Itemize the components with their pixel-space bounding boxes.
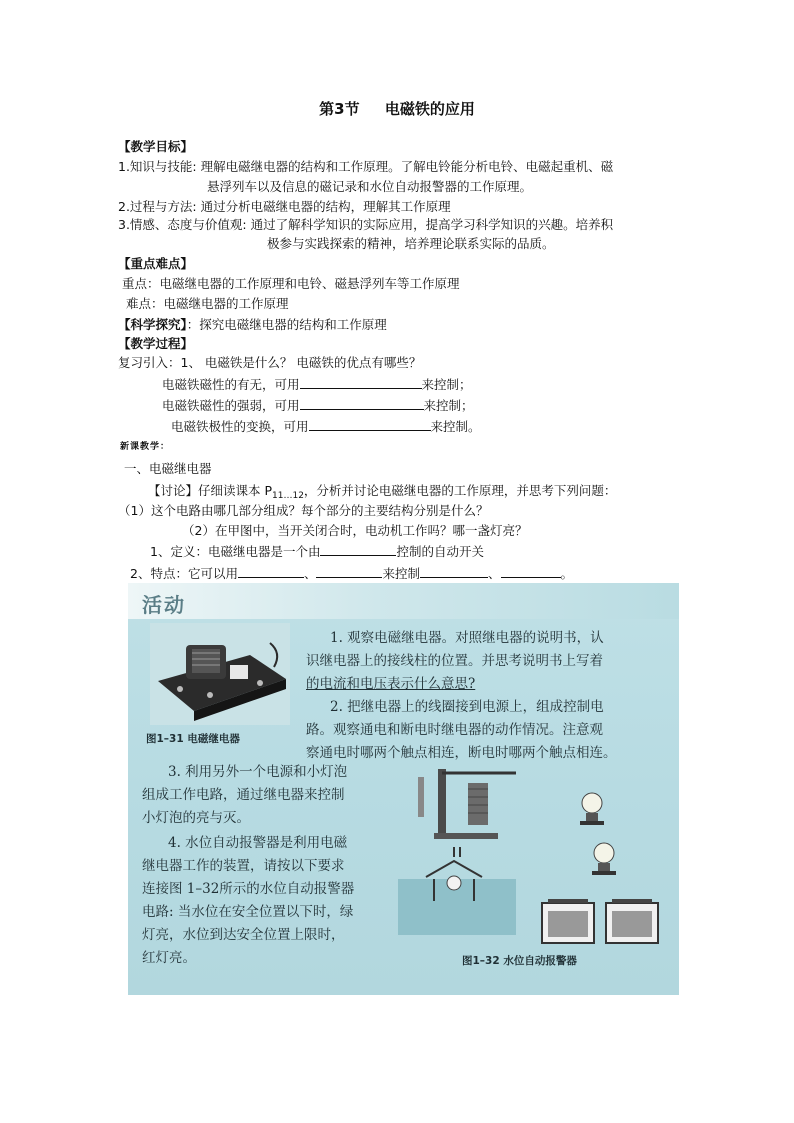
goals-heading: 【教学目标】 bbox=[118, 139, 194, 154]
part1-heading: 一、电磁继电器 bbox=[124, 461, 212, 476]
goal-knowledge-1: 1.知识与技能: 理解电磁继电器的结构和工作原理。了解电铃能分析电铃、电磁起重机、磁 bbox=[118, 159, 614, 174]
answer-blank[interactable] bbox=[309, 418, 431, 431]
discussion-line: 【讨论】仔细读课本 $P_{11\dots 12}$，分析并讨论电磁继电器的工作原理，并思考下列问题： bbox=[148, 483, 617, 501]
figure-1-32-caption: 图1–32 水位自动报警器 bbox=[462, 955, 577, 967]
activity-steps-1-2: 1. 观察电磁继电器。对照继电器的说明书，认 识继电器上的接线柱的位置。并思考说明书上写着 的电流和电压表示什么意思? 2. 把继电器上的线圈接到电源上，组成控制电 路。观察通电和断电时继电器的动作情况。注意观 察通电时哪两个触点相连，断电时哪两个触点相连。 bbox=[306, 630, 617, 761]
relay-photo bbox=[150, 623, 290, 725]
relay-icon bbox=[418, 769, 516, 839]
water-alarm-diagram bbox=[398, 751, 674, 951]
focus-text: 重点：电磁继电器的工作原理和电铃、磁悬浮列车等工作原理 bbox=[122, 276, 460, 291]
review-fill-2: 电磁铁磁性的强弱，可用 来控制； bbox=[162, 398, 474, 413]
difficulty-text: 难点：电磁继电器的工作原理 bbox=[126, 296, 289, 311]
features-line: 2、特点：它可以用 、 来控制 、 。 bbox=[130, 566, 574, 581]
goal-attitude-1: 3.情感、态度与价值观: 通过了解科学知识的实际应用，提高学习科学知识的兴趣。培养积 bbox=[118, 217, 614, 232]
inquiry-text: ：探究电磁继电器的结构和工作原理 bbox=[186, 317, 387, 332]
answer-blank[interactable] bbox=[300, 397, 424, 410]
battery-icon bbox=[542, 899, 594, 943]
question-2: （2）在甲图中，当开关闭合时，电动机工作吗？哪一盏灯亮？ bbox=[182, 523, 528, 538]
activity-steps-3-4: 3. 利用另外一个电源和小灯泡 组成工作电路，通过继电器来控制 小灯泡的亮与灭。 4. 水位自动报警器是利用电磁 继电器工作的装置，请按以下要求 连接图 1–32所示的水位自动报警器 电路: 当水位在安全位置以下时，绿 灯亮，水位到达安全位置上限时， 红灯亮。 bbox=[142, 764, 355, 966]
answer-blank[interactable] bbox=[420, 565, 488, 578]
goal-knowledge-2: 悬浮列车以及信息的磁记录和水位自动报警器的工作原理。 bbox=[207, 179, 533, 194]
review-question: 复习引入：1、 电磁铁是什么？ 电磁铁的优点有哪些？ bbox=[118, 355, 422, 370]
review-fill-1: 电磁铁磁性的有无，可用 来控制； bbox=[162, 377, 472, 392]
inquiry-line bbox=[118, 316, 387, 334]
water-tank-icon bbox=[398, 847, 516, 935]
section-number: 第3节 bbox=[319, 100, 360, 118]
goal-process: 2.过程与方法: 通过分析电磁继电器的结构，理解其工作原理 bbox=[118, 199, 451, 214]
answer-blank[interactable] bbox=[501, 565, 561, 578]
goal-attitude-2: 极参与实践探索的精神，培养理论联系实际的品质。 bbox=[267, 236, 555, 251]
keypoints-heading: 【重点难点】 bbox=[118, 256, 194, 271]
activity-header bbox=[128, 583, 679, 619]
answer-blank[interactable] bbox=[238, 565, 304, 578]
process-heading: 【教学过程】 bbox=[118, 336, 194, 351]
activity-panel bbox=[128, 583, 679, 995]
definition-line: 1、定义：电磁继电器是一个由 控制的自动开关 bbox=[150, 544, 484, 559]
answer-blank[interactable] bbox=[320, 543, 396, 556]
page-title bbox=[0, 98, 794, 119]
review-fill-3: 电磁铁极性的变换，可用 来控制。 bbox=[171, 419, 481, 434]
bulb-icon bbox=[580, 793, 604, 825]
battery-icon bbox=[606, 899, 658, 943]
section-name: 电磁铁的应用 bbox=[384, 100, 475, 118]
answer-blank[interactable] bbox=[300, 376, 422, 389]
new-lesson-label: 新课教学： bbox=[120, 442, 171, 452]
activity-title: 活动 bbox=[142, 593, 186, 617]
answer-blank[interactable] bbox=[316, 565, 382, 578]
figure-1-31-caption: 图1–31 电磁继电器 bbox=[146, 733, 240, 745]
bulb-icon bbox=[592, 843, 616, 875]
question-1: （1）这个电路由哪几部分组成？每个部分的主要结构分别是什么？ bbox=[118, 503, 489, 518]
inquiry-heading: 【科学探究】 bbox=[118, 317, 187, 332]
